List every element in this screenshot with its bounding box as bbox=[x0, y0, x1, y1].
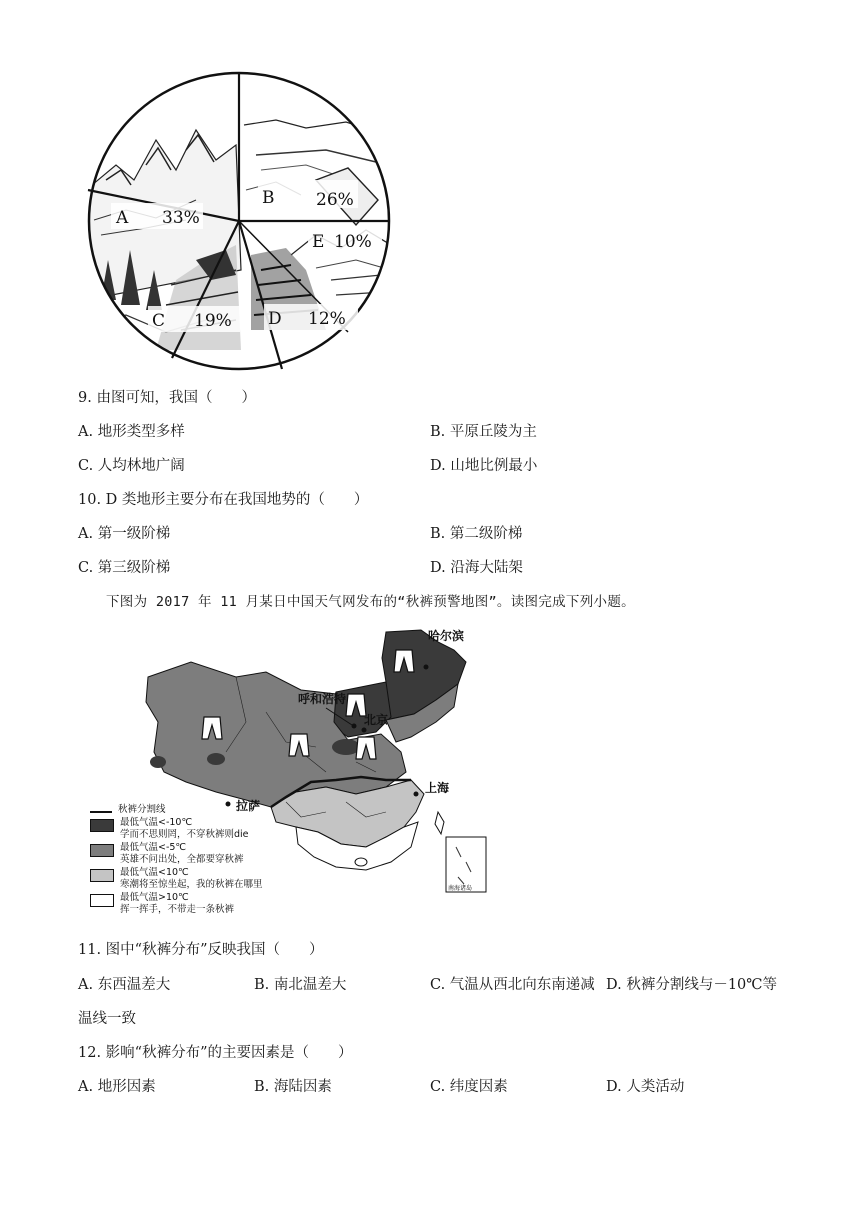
question-12-option-c[interactable]: C. 纬度因素 bbox=[430, 1079, 508, 1095]
segment-e-percent: 10% bbox=[334, 232, 372, 252]
segment-d-percent: 12% bbox=[308, 309, 346, 329]
region-west-medium bbox=[146, 662, 406, 807]
question-12-option-b[interactable]: B. 海陆因素 bbox=[254, 1079, 332, 1095]
segment-a-percent: 33% bbox=[162, 208, 200, 228]
question-9-option-c[interactable]: C. 人均林地广阔 bbox=[78, 458, 185, 474]
question-10-option-c[interactable]: C. 第三级阶梯 bbox=[78, 560, 171, 576]
landform-pie-figure bbox=[86, 70, 392, 372]
legend-label: 最低气温<-5℃ bbox=[120, 842, 187, 853]
legend-item-below-minus-10 bbox=[90, 817, 350, 841]
question-9-option-b[interactable]: B. 平原丘陵为主 bbox=[430, 424, 537, 440]
legend-swatch-dark bbox=[90, 819, 114, 832]
segment-c-letter: C bbox=[152, 311, 166, 331]
segment-e-letter: E bbox=[312, 232, 325, 252]
legend-sublabel: 寒潮将至惊坐起，我的秋裤在哪里 bbox=[120, 879, 263, 890]
question-10-stem: 10. D 类地形主要分布在我国地势的（ ） bbox=[78, 492, 369, 508]
legend-item-below-10 bbox=[90, 867, 350, 891]
question-11-stem: 11. 图中“秋裤分布”反映我国（ ） bbox=[78, 942, 324, 958]
legend-line-swatch bbox=[90, 811, 112, 813]
city-label-shanghai: 上海 bbox=[425, 781, 450, 795]
legend-item-below-minus-5 bbox=[90, 842, 350, 866]
segment-a-letter: A bbox=[116, 208, 129, 228]
legend-item-above-10 bbox=[90, 892, 350, 916]
question-12-stem: 12. 影响“秋裤分布”的主要因素是（ ） bbox=[78, 1045, 353, 1061]
city-label-lhasa: 拉萨 bbox=[236, 799, 261, 813]
question-10-option-d[interactable]: D. 沿海大陆架 bbox=[430, 560, 523, 576]
question-10-option-b[interactable]: B. 第二级阶梯 bbox=[430, 526, 523, 542]
legend-sublabel: 英雄不问出处，全都要穿秋裤 bbox=[120, 854, 244, 865]
segment-d-letter: D bbox=[268, 309, 282, 329]
question-11-option-c[interactable]: C. 气温从西北向东南递减 bbox=[430, 977, 595, 993]
question-9-stem: 9. 由图可知，我国（ ） bbox=[78, 390, 256, 406]
legend-label: 秋裤分割线 bbox=[118, 804, 166, 815]
question-11-option-b[interactable]: B. 南北温差大 bbox=[254, 977, 347, 993]
question-9-option-d[interactable]: D. 山地比例最小 bbox=[430, 458, 538, 474]
map-intro-text: 下图为 2017 年 11 月某日中国天气网发布的“秋裤预警地图”。读图完成下列小题。 bbox=[106, 594, 635, 610]
segment-b-letter: B bbox=[262, 188, 275, 208]
question-9-option-a[interactable]: A. 地形类型多样 bbox=[78, 424, 185, 440]
legend-swatch-white bbox=[90, 894, 114, 907]
segment-b-basin-illustration bbox=[244, 120, 386, 225]
legend-label: 最低气温<10℃ bbox=[120, 867, 189, 878]
south-china-sea-inset-label: 南海诸岛 bbox=[448, 885, 473, 892]
city-label-hohhot: 呼和浩特 bbox=[298, 692, 347, 706]
city-label-harbin: 哈尔滨 bbox=[428, 629, 465, 643]
legend-label: 最低气温<-10℃ bbox=[120, 817, 193, 828]
question-12-option-a[interactable]: A. 地形因素 bbox=[78, 1079, 156, 1095]
legend-swatch-medium bbox=[90, 844, 114, 857]
legend-sublabel: 学而不思则罔，不穿秋裤则die bbox=[120, 829, 249, 840]
legend-swatch-light bbox=[90, 869, 114, 882]
legend-item-dividing-line bbox=[90, 804, 350, 816]
segment-b-percent: 26% bbox=[316, 190, 354, 210]
map-legend bbox=[90, 804, 350, 917]
legend-label: 最低气温>10℃ bbox=[120, 892, 189, 903]
question-10-option-a[interactable]: A. 第一级阶梯 bbox=[78, 526, 171, 542]
city-label-beijing: 北京 bbox=[364, 713, 389, 727]
question-11-option-d[interactable]: D. 秋裤分割线与－10℃等 bbox=[606, 977, 777, 993]
question-12-option-d[interactable]: D. 人类活动 bbox=[606, 1079, 685, 1095]
question-11-option-a[interactable]: A. 东西温差大 bbox=[78, 977, 171, 993]
question-11-option-d-continuation: 温线一致 bbox=[78, 1011, 136, 1027]
segment-c-percent: 19% bbox=[194, 311, 232, 331]
legend-sublabel: 挥一挥手，不带走一条秋裤 bbox=[120, 904, 235, 915]
